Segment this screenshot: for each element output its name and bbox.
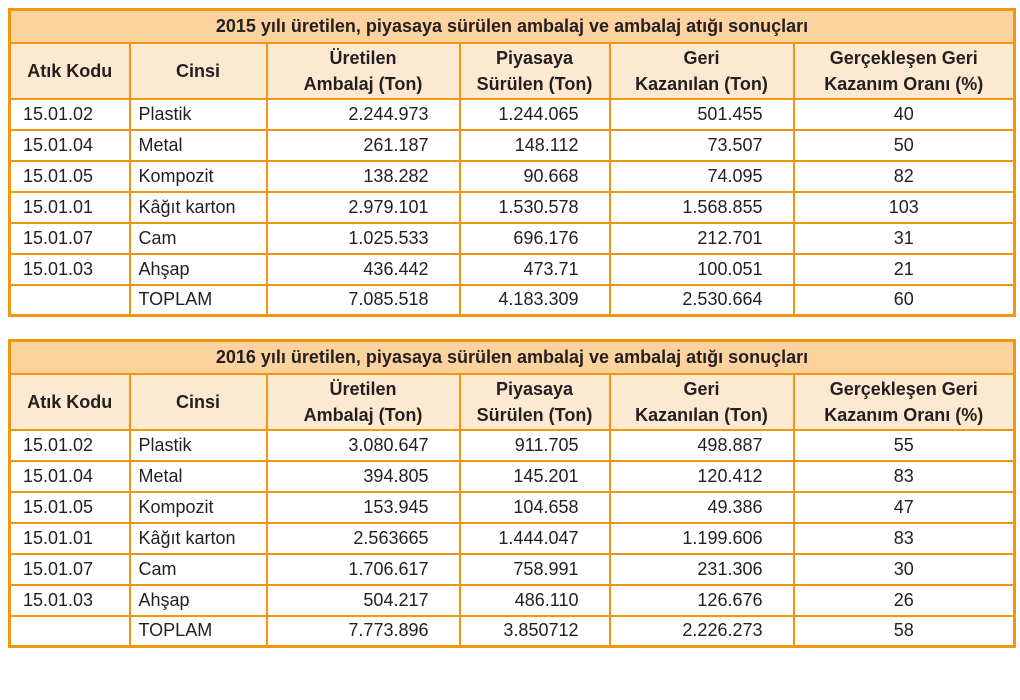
column-header-cinsi: Cinsi — [130, 374, 267, 430]
cell-cinsi: Cam — [130, 223, 267, 254]
cell-atik-kodu: 15.01.03 — [10, 254, 130, 285]
table-row — [10, 99, 1015, 130]
header-line: Ambalaj (Ton) — [303, 404, 423, 425]
cell-cinsi-toplam: TOPLAM — [130, 616, 267, 647]
cell-geri-kazanilan: 498.887 — [610, 430, 794, 461]
cell-piyasaya: 104.658 — [460, 492, 610, 523]
cell-piyasaya: 473.71 — [460, 254, 610, 285]
column-header-kazanim-orani — [794, 43, 1015, 99]
cell-oran: 58 — [794, 616, 1015, 647]
cell-oran: 31 — [794, 223, 1015, 254]
cell-oran: 83 — [794, 461, 1015, 492]
table-row — [10, 254, 1015, 285]
cell-atik-kodu: 15.01.04 — [10, 130, 130, 161]
cell-atik-kodu — [10, 285, 130, 316]
cell-cinsi: Kâğıt karton — [130, 523, 267, 554]
table-row — [10, 161, 1015, 192]
cell-oran: 21 — [794, 254, 1015, 285]
results-table-2016 — [8, 339, 1016, 648]
header-line: Üretilen — [329, 47, 397, 68]
table-title: 2016 yılı üretilen, piyasaya sürülen ambalaj ve ambalaj atığı sonuçları — [10, 341, 1015, 374]
cell-uretilen: 138.282 — [267, 161, 460, 192]
cell-atik-kodu: 15.01.05 — [10, 161, 130, 192]
cell-piyasaya: 1.530.578 — [460, 192, 610, 223]
column-header-kazanim-orani — [794, 374, 1015, 430]
cell-atik-kodu: 15.01.05 — [10, 492, 130, 523]
cell-oran: 103 — [794, 192, 1015, 223]
header-line: Üretilen — [329, 378, 397, 399]
cell-cinsi-toplam: TOPLAM — [130, 285, 267, 316]
cell-oran: 40 — [794, 99, 1015, 130]
cell-oran: 30 — [794, 554, 1015, 585]
cell-atik-kodu: 15.01.03 — [10, 585, 130, 616]
cell-uretilen: 153.945 — [267, 492, 460, 523]
column-header-atik-kodu: Atık Kodu — [10, 374, 130, 430]
cell-oran: 83 — [794, 523, 1015, 554]
cell-geri-kazanilan: 501.455 — [610, 99, 794, 130]
table-row — [10, 192, 1015, 223]
cell-cinsi: Ahşap — [130, 585, 267, 616]
column-header-piyasaya-surulen — [460, 374, 610, 430]
table-row — [10, 492, 1015, 523]
cell-cinsi: Metal — [130, 461, 267, 492]
table-row — [10, 554, 1015, 585]
cell-piyasaya: 3.850712 — [460, 616, 610, 647]
cell-cinsi: Ahşap — [130, 254, 267, 285]
table-total-row — [10, 616, 1015, 647]
cell-uretilen: 7.773.896 — [267, 616, 460, 647]
cell-geri-kazanilan: 126.676 — [610, 585, 794, 616]
table-row — [10, 223, 1015, 254]
cell-uretilen: 2.244.973 — [267, 99, 460, 130]
cell-oran: 60 — [794, 285, 1015, 316]
header-line: Piyasaya — [495, 378, 574, 399]
cell-piyasaya: 911.705 — [460, 430, 610, 461]
cell-cinsi: Kâğıt karton — [130, 192, 267, 223]
column-header-atik-kodu: Atık Kodu — [10, 43, 130, 99]
cell-atik-kodu: 15.01.02 — [10, 430, 130, 461]
header-line: Geri — [683, 378, 720, 399]
cell-piyasaya: 1.444.047 — [460, 523, 610, 554]
cell-oran: 26 — [794, 585, 1015, 616]
column-header-piyasaya-surulen — [460, 43, 610, 99]
cell-geri-kazanilan: 74.095 — [610, 161, 794, 192]
header-line: Sürülen (Ton) — [476, 404, 593, 425]
cell-uretilen: 2.563665 — [267, 523, 460, 554]
cell-cinsi: Kompozit — [130, 161, 267, 192]
cell-oran: 47 — [794, 492, 1015, 523]
header-line: Gerçekleşen Geri — [829, 47, 978, 68]
cell-piyasaya: 90.668 — [460, 161, 610, 192]
cell-uretilen: 2.979.101 — [267, 192, 460, 223]
cell-oran: 82 — [794, 161, 1015, 192]
cell-piyasaya: 145.201 — [460, 461, 610, 492]
results-table-2015 — [8, 8, 1016, 317]
cell-geri-kazanilan: 2.226.273 — [610, 616, 794, 647]
cell-atik-kodu — [10, 616, 130, 647]
header-line: Piyasaya — [495, 47, 574, 68]
cell-uretilen: 504.217 — [267, 585, 460, 616]
header-line: Kazanılan (Ton) — [635, 73, 768, 94]
cell-piyasaya: 148.112 — [460, 130, 610, 161]
header-line: Ambalaj (Ton) — [303, 73, 423, 94]
column-header-geri-kazanilan — [610, 374, 794, 430]
cell-uretilen: 7.085.518 — [267, 285, 460, 316]
header-line: Geri — [683, 47, 720, 68]
cell-uretilen: 261.187 — [267, 130, 460, 161]
table-header-row — [10, 374, 1015, 430]
cell-cinsi: Plastik — [130, 99, 267, 130]
cell-uretilen: 394.805 — [267, 461, 460, 492]
header-line: Gerçekleşen Geri — [829, 378, 978, 399]
cell-geri-kazanilan: 1.199.606 — [610, 523, 794, 554]
column-header-uretilen-ambalaj — [267, 43, 460, 99]
cell-geri-kazanilan: 120.412 — [610, 461, 794, 492]
table-row — [10, 430, 1015, 461]
cell-geri-kazanilan: 231.306 — [610, 554, 794, 585]
header-line: Kazanım Oranı (%) — [824, 73, 984, 94]
column-header-uretilen-ambalaj — [267, 374, 460, 430]
table-title: 2015 yılı üretilen, piyasaya sürülen ambalaj ve ambalaj atığı sonuçları — [10, 10, 1015, 43]
column-header-cinsi: Cinsi — [130, 43, 267, 99]
cell-atik-kodu: 15.01.02 — [10, 99, 130, 130]
cell-piyasaya: 4.183.309 — [460, 285, 610, 316]
table-row — [10, 523, 1015, 554]
cell-cinsi: Plastik — [130, 430, 267, 461]
cell-piyasaya: 1.244.065 — [460, 99, 610, 130]
cell-geri-kazanilan: 73.507 — [610, 130, 794, 161]
cell-piyasaya: 696.176 — [460, 223, 610, 254]
cell-cinsi: Kompozit — [130, 492, 267, 523]
cell-geri-kazanilan: 212.701 — [610, 223, 794, 254]
cell-atik-kodu: 15.01.07 — [10, 223, 130, 254]
cell-uretilen: 436.442 — [267, 254, 460, 285]
header-line: Sürülen (Ton) — [476, 73, 593, 94]
column-header-geri-kazanilan — [610, 43, 794, 99]
cell-piyasaya: 486.110 — [460, 585, 610, 616]
table-header-row — [10, 43, 1015, 99]
table-title-row — [10, 10, 1015, 43]
table-row — [10, 130, 1015, 161]
cell-geri-kazanilan: 1.568.855 — [610, 192, 794, 223]
cell-uretilen: 1.706.617 — [267, 554, 460, 585]
cell-geri-kazanilan: 100.051 — [610, 254, 794, 285]
table-total-row — [10, 285, 1015, 316]
cell-oran: 55 — [794, 430, 1015, 461]
cell-oran: 50 — [794, 130, 1015, 161]
cell-cinsi: Metal — [130, 130, 267, 161]
cell-geri-kazanilan: 2.530.664 — [610, 285, 794, 316]
cell-uretilen: 3.080.647 — [267, 430, 460, 461]
table-row — [10, 461, 1015, 492]
header-line: Kazanım Oranı (%) — [824, 404, 984, 425]
cell-atik-kodu: 15.01.04 — [10, 461, 130, 492]
cell-atik-kodu: 15.01.01 — [10, 523, 130, 554]
cell-piyasaya: 758.991 — [460, 554, 610, 585]
cell-atik-kodu: 15.01.07 — [10, 554, 130, 585]
header-line: Kazanılan (Ton) — [635, 404, 768, 425]
cell-atik-kodu: 15.01.01 — [10, 192, 130, 223]
table-row — [10, 585, 1015, 616]
table-title-row — [10, 341, 1015, 374]
cell-cinsi: Cam — [130, 554, 267, 585]
cell-uretilen: 1.025.533 — [267, 223, 460, 254]
cell-geri-kazanilan: 49.386 — [610, 492, 794, 523]
